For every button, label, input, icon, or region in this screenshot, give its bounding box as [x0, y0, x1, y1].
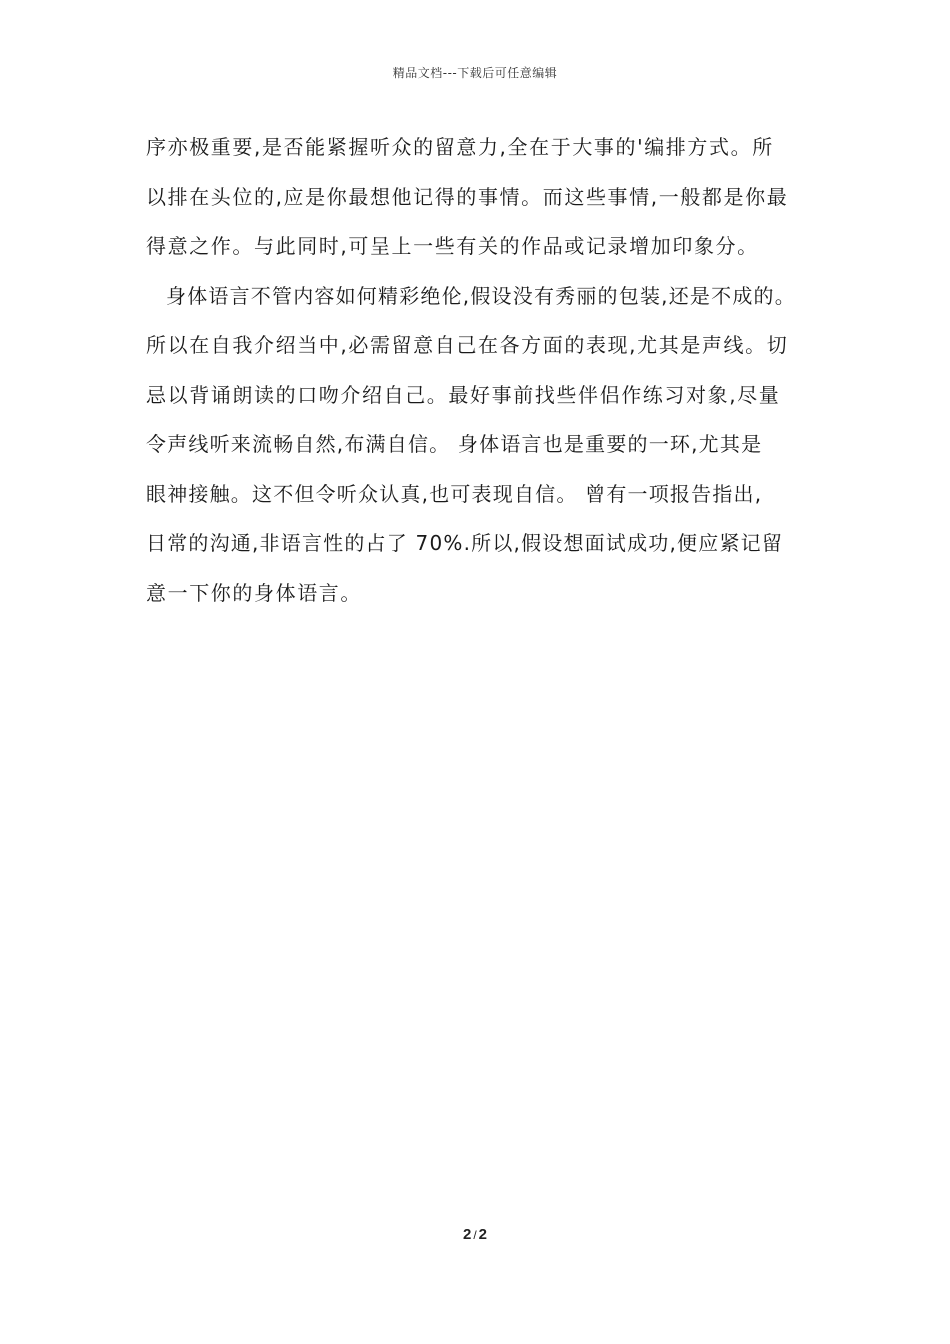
text-line: 得意之作。与此同时,可呈上一些有关的作品或记录增加印象分。 [146, 234, 759, 258]
text-line: 日常的沟通,非语言性的占了 70%.所以,假设想面试成功,便应紧记留 [146, 531, 784, 555]
text-line: 眼神接触。这不但令听众认真,也可表现自信。 曾有一项报告指出, [146, 481, 763, 506]
paragraph-start-line: 身体语言不管内容如何精彩绝伦,假设没有秀丽的包装,还是不成的。 [166, 283, 796, 308]
text-line: 意一下你的身体语言。 [146, 580, 362, 605]
total-pages-number: 2 [478, 1226, 488, 1243]
text-line: 令声线听来流畅自然,布满自信。 身体语言也是重要的一环,尤其是 [146, 432, 763, 456]
page-header: 精品文档---下载后可任意编辑 [392, 66, 558, 80]
text-line: 忌以背诵朗读的口吻介绍自己。最好事前找些伴侣作练习对象,尽量 [146, 382, 781, 407]
current-page-number: 2 [462, 1226, 472, 1243]
text-line: 序亦极重要,是否能紧握听众的留意力,全在于大事的'编排方式。所 [146, 135, 774, 159]
page-number [0, 1226, 950, 1243]
page-separator: / [473, 1228, 477, 1242]
text-line: 所以在自我介绍当中,必需留意自己在各方面的表现,尤其是声线。切 [146, 333, 789, 357]
text-line: 以排在头位的,应是你最想他记得的事情。而这些事情,一般都是你最 [146, 184, 789, 209]
document-body [146, 129, 826, 624]
